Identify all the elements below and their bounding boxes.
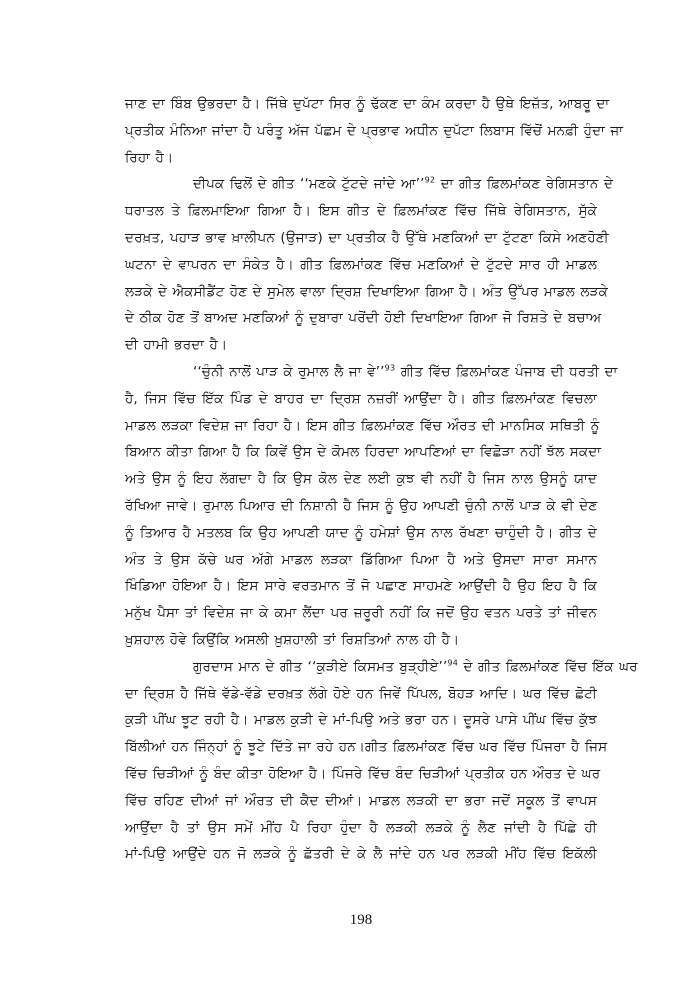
text-line: ਦਾ ਦ੍ਰਿਸ਼ ਹੈ ਜਿੱਥੇ ਵੱਡੇ-ਵੱਡੇ ਦਰਖ਼ਤ ਲੱਗੇ ਹੋਏ ਹਨ ਜਿਵੇਂ ਪਿੱਪਲ, ਬੋਹੜ ਆਦਿ। ਘਰ ਵਿੱਚ ਛੋਟੀ	[125, 686, 597, 702]
text-line: ਦੇ ਠੀਕ ਹੋਣ ਤੋਂ ਬਾਅਦ ਮਣਕਿਆਂ ਨੂੰ ਦੁਬਾਰਾ ਪਰੋਂਦੀ ਹੋਈ ਦਿਖਾਇਆ ਗਿਆ ਜੋ ਰਿਸ਼ਤੇ ਦੇ ਬਚਾਅ	[125, 311, 602, 327]
song-title-quote: ਦੀਪਕ ਢਿਲੋਂ ਦੇ ਗੀਤ ‘‘ਮਣਕੇ ਟੁੱਟਦੇ ਜਾਂਦੇ ਆ’’	[193, 177, 425, 193]
text-line: ਬਿਆਨ ਕੀਤਾ ਗਿਆ ਹੈ ਕਿ ਕਿਵੇਂ ਉਸ ਦੇ ਕੋਮਲ ਹਿਰਦਾ ਆਪਣਿਆਂ ਦਾ ਵਿਛੋੜਾ ਨਹੀਂ ਝੱਲ ਸਕਦਾ	[125, 445, 602, 461]
line-text: ਦਾ ਗੀਤ ਫ਼ਿਲਮਾਂਕਣ ਰੇਗਿਸਤਾਨ ਦੇ	[435, 177, 614, 193]
text-line	[125, 172, 614, 199]
text-line: ਅੰਤ ਤੇ ਉਸ ਕੱਚੇ ਘਰ ਅੱਗੇ ਮਾਡਲ ਲੜਕਾ ਡਿੱਗਿਆ ਪਿਆ ਹੈ ਅਤੇ ਉਸਦਾ ਸਾਰਾ ਸਮਾਨ	[125, 552, 597, 568]
paragraph	[125, 172, 614, 360]
text-line: ਰਿਹਾ ਹੈ।	[125, 150, 174, 166]
text-line: ਮਾਂ-ਪਿਉ ਆਉਂਦੇ ਹਨ ਜੋ ਲੜਕੇ ਨੂੰ ਛੱਤਰੀ ਦੇ ਕੇ ਲੈ ਜਾਂਦੇ ਹਨ ਪਰ ਲੜਕੀ ਮੀਂਹ ਵਿੱਚ ਇਕੱਲੀ	[125, 847, 597, 863]
text-line: ਪ੍ਰਤੀਕ ਮੰਨਿਆ ਜਾਂਦਾ ਹੈ ਪਰੰਤੂ ਅੱਜ ਪੱਛਮ ਦੇ ਪ੍ਰਭਾਵ ਅਧੀਨ ਦੁਪੱਟਾ ਲਿਬਾਸ ਵਿੱਚੋਂ ਮਨਫ਼ੀ ਹੁੰਦਾ ਜਾ	[125, 123, 624, 139]
line-text: ਗੀਤ ਵਿੱਚ ਫ਼ਿਲਮਾਂਕਣ ਪੰਜਾਬ ਦੀ ਧਰਤੀ ਦਾ	[395, 364, 618, 380]
footnote-reference[interactable]: 92	[424, 175, 436, 185]
text-line: ਨੂੰ ਤਿਆਰ ਹੈ ਮਤਲਬ ਕਿ ਉਹ ਆਪਣੀ ਯਾਦ ਨੂੰ ਹਮੇਸ਼ਾਂ ਉਸ ਨਾਲ ਰੱਖਣਾ ਚਾਹੁੰਦੀ ਹੈ। ਗੀਤ ਦੇ	[125, 525, 597, 541]
text-line: ਕੁੜੀ ਪੀਂਘ ਝੂਟ ਰਹੀ ਹੈ। ਮਾਡਲ ਕੁੜੀ ਦੇ ਮਾਂ-ਪਿਉ ਅਤੇ ਭਰਾ ਹਨ। ਦੂਸਰੇ ਪਾਸੇ ਪੀਂਘ ਵਿੱਚ ਕੁੱਝ	[125, 713, 597, 729]
text-line: ਮਾਡਲ ਲੜਕਾ ਵਿਦੇਸ਼ ਜਾ ਰਿਹਾ ਹੈ। ਇਸ ਗੀਤ ਫ਼ਿਲਮਾਂਕਣ ਵਿੱਚ ਔਰਤ ਦੀ ਮਾਨਸਿਕ ਸਥਿਤੀ ਨੂੰ	[125, 418, 600, 434]
text-line: ਦੀ ਹਾਮੀ ਭਰਦਾ ਹੈ।	[125, 338, 228, 354]
text-line: ਖਿੰਡਿਆ ਹੋਇਆ ਹੈ। ਇਸ ਸਾਰੇ ਵਰਤਮਾਨ ਤੋਂ ਜੋ ਪਛਾਣ ਸਾਹਮਣੇ ਆਉਂਦੀ ਹੈ ਉਹ ਇਹ ਹੈ ਕਿ	[125, 579, 597, 595]
text-line: ਦਰਖ਼ਤ, ਪਹਾੜ ਭਾਵ ਖ਼ਾਲੀਪਨ (ਉਜਾੜ) ਦਾ ਪ੍ਰਤੀਕ ਹੈ ਉੱਥੇ ਮਣਕਿਆਂ ਦਾ ਟੁੱਟਣਾ ਕਿਸੇ ਅਣਹੋਣੀ	[125, 230, 609, 246]
text-line: ਅਤੇ ਉਸ ਨੂੰ ਇਹ ਲੱਗਦਾ ਹੈ ਕਿ ਉਸ ਕੋਲ ਦੇਣ ਲਈ ਕੁਝ ਵੀ ਨਹੀਂ ਹੈ ਜਿਸ ਨਾਲ ਉਸਨੂੰ ਯਾਦ	[125, 472, 597, 488]
text-line: ਧਰਾਤਲ ਤੇ ਫ਼ਿਲਮਾਇਆ ਗਿਆ ਹੈ। ਇਸ ਗੀਤ ਦੇ ਫ਼ਿਲਮਾਂਕਣ ਵਿੱਚ ਜਿੱਥੇ ਰੇਗਿਸਤਾਨ, ਸੁੱਕੇ	[125, 204, 597, 220]
text-line: ਰੱਖਿਆ ਜਾਵੇ। ਰੁਮਾਲ ਪਿਆਰ ਦੀ ਨਿਸ਼ਾਨੀ ਹੈ ਜਿਸ ਨੂੰ ਉਹ ਆਪਣੀ ਚੁੰਨੀ ਨਾਲੋਂ ਪਾੜ ਕੇ ਵੀ ਦੇਣ	[125, 498, 598, 514]
text-line: ਵਿੱਚ ਰਹਿਣ ਦੀਆਂ ਜਾਂ ਔਰਤ ਦੀ ਕੈਦ ਦੀਆਂ। ਮਾਡਲ ਲੜਕੀ ਦਾ ਭਰਾ ਜਦੋਂ ਸਕੂਲ ਤੋਂ ਵਾਪਸ	[125, 793, 597, 809]
text-line: ਲੜਕੇ ਦੇ ਐਕਸੀਡੈਂਟ ਹੋਣ ਦੇ ਸੁਮੇਲ ਵਾਲਾ ਦ੍ਰਿਸ਼ ਦਿਖਾਇਆ ਗਿਆ ਹੈ। ਅੰਤ ਉੱਪਰ ਮਾਡਲ ਲੜਕੇ	[125, 284, 608, 300]
page-number: 198	[349, 912, 373, 928]
paragraph	[125, 655, 638, 869]
text-line: ਜਾਣ ਦਾ ਬਿੰਬ ਉਭਰਦਾ ਹੈ। ਜਿੱਥੇ ਦੁਪੱਟਾ ਸਿਰ ਨੂੰ ਢੱਕਣ ਦਾ ਕੰਮ ਕਰਦਾ ਹੈ ਉਥੇ ਇਜ਼ੱਤ, ਆਬਰੂ ਦਾ	[125, 97, 610, 112]
paragraph	[125, 360, 618, 655]
body-text	[125, 92, 638, 869]
song-title-quote: ‘‘ਚੁੰਨੀ ਨਾਲੋਂ ਪਾੜ ਕੇ ਰੁਮਾਲ ਲੈ ਜਾ ਵੇ’’	[193, 364, 385, 380]
song-title-quote: ਗੁਰਦਾਸ ਮਾਨ ਦੇ ਗੀਤ ‘‘ਕੁੜੀਏ ਕਿਸਮਤ ਬੁੜ੍ਹੀਏ’’	[193, 659, 448, 675]
footnote-reference[interactable]: 93	[384, 363, 396, 373]
text-line: ਵਿੱਚ ਚਿੜੀਆਂ ਨੂੰ ਬੰਦ ਕੀਤਾ ਹੋਇਆ ਹੈ। ਪਿੰਜਰੇ ਵਿੱਚ ਬੰਦ ਚਿੜੀਆਂ ਪ੍ਰਤੀਕ ਹਨ ਔਰਤ ਦੇ ਘਰ	[125, 766, 601, 782]
footnote-reference[interactable]: 94	[447, 658, 458, 668]
text-line: ਘਟਨਾ ਦੇ ਵਾਪਰਨ ਦਾ ਸੰਕੇਤ ਹੈ। ਗੀਤ ਫ਼ਿਲਮਾਂਕਣ ਵਿੱਚ ਮਣਕਿਆਂ ਦੇ ਟੁੱਟਦੇ ਸਾਰ ਹੀ ਮਾਡਲ	[125, 257, 597, 273]
line-text: ਦੇ ਗੀਤ ਫ਼ਿਲਮਾਂਕਣ ਵਿੱਚ ਇੱਕ ਘਰ	[458, 659, 638, 675]
text-line: ਹੈ, ਜਿਸ ਵਿੱਚ ਇੱਕ ਪਿੰਡ ਦੇ ਬਾਹਰ ਦਾ ਦ੍ਰਿਸ਼ ਨਜ਼ਰੀਂ ਆਉਂਦਾ ਹੈ। ਗੀਤ ਫ਼ਿਲਮਾਂਕਣ ਵਿਚਲਾ	[125, 391, 597, 407]
text-line: ਬਿੱਲੀਆਂ ਹਨ ਜਿੰਨ੍ਹਾਂ ਨੂੰ ਝੂਟੇ ਦਿੱਤੇ ਜਾ ਰਹੇ ਹਨ।ਗੀਤ ਫ਼ਿਲਮਾਂਕਣ ਵਿੱਚ ਘਰ ਵਿੱਚ ਪਿੰਜਰਾ ਹੈ ਜਿਸ	[125, 740, 608, 756]
paragraph	[125, 92, 624, 172]
text-line: ਮਨੁੱਖ ਪੈਸਾ ਤਾਂ ਵਿਦੇਸ਼ ਜਾ ਕੇ ਕਮਾ ਲੈਂਦਾ ਪਰ ਜ਼ਰੂਰੀ ਨਹੀਂ ਕਿ ਜਦੋਂ ਉਹ ਵਤਨ ਪਰਤੇ ਤਾਂ ਜੀਵਨ	[125, 606, 597, 622]
text-line	[125, 655, 638, 682]
text-line	[125, 360, 618, 387]
text-line: ਆਉਂਦਾ ਹੈ ਤਾਂ ਉਸ ਸਮੇਂ ਮੀਂਹ ਪੈ ਰਿਹਾ ਹੁੰਦਾ ਹੈ ਲੜਕੀ ਲੜਕੇ ਨੂੰ ਲੈਣ ਜਾਂਦੀ ਹੈ ਪਿੱਛੇ ਹੀ	[125, 820, 597, 836]
text-line: ਖ਼ੁਸ਼ਹਾਲ ਹੋਵੇ ਕਿਉਂਕਿ ਅਸਲੀ ਖ਼ੁਸ਼ਹਾਲੀ ਤਾਂ ਰਿਸ਼ਤਿਆਂ ਨਾਲ ਹੀ ਹੈ।	[125, 632, 460, 648]
